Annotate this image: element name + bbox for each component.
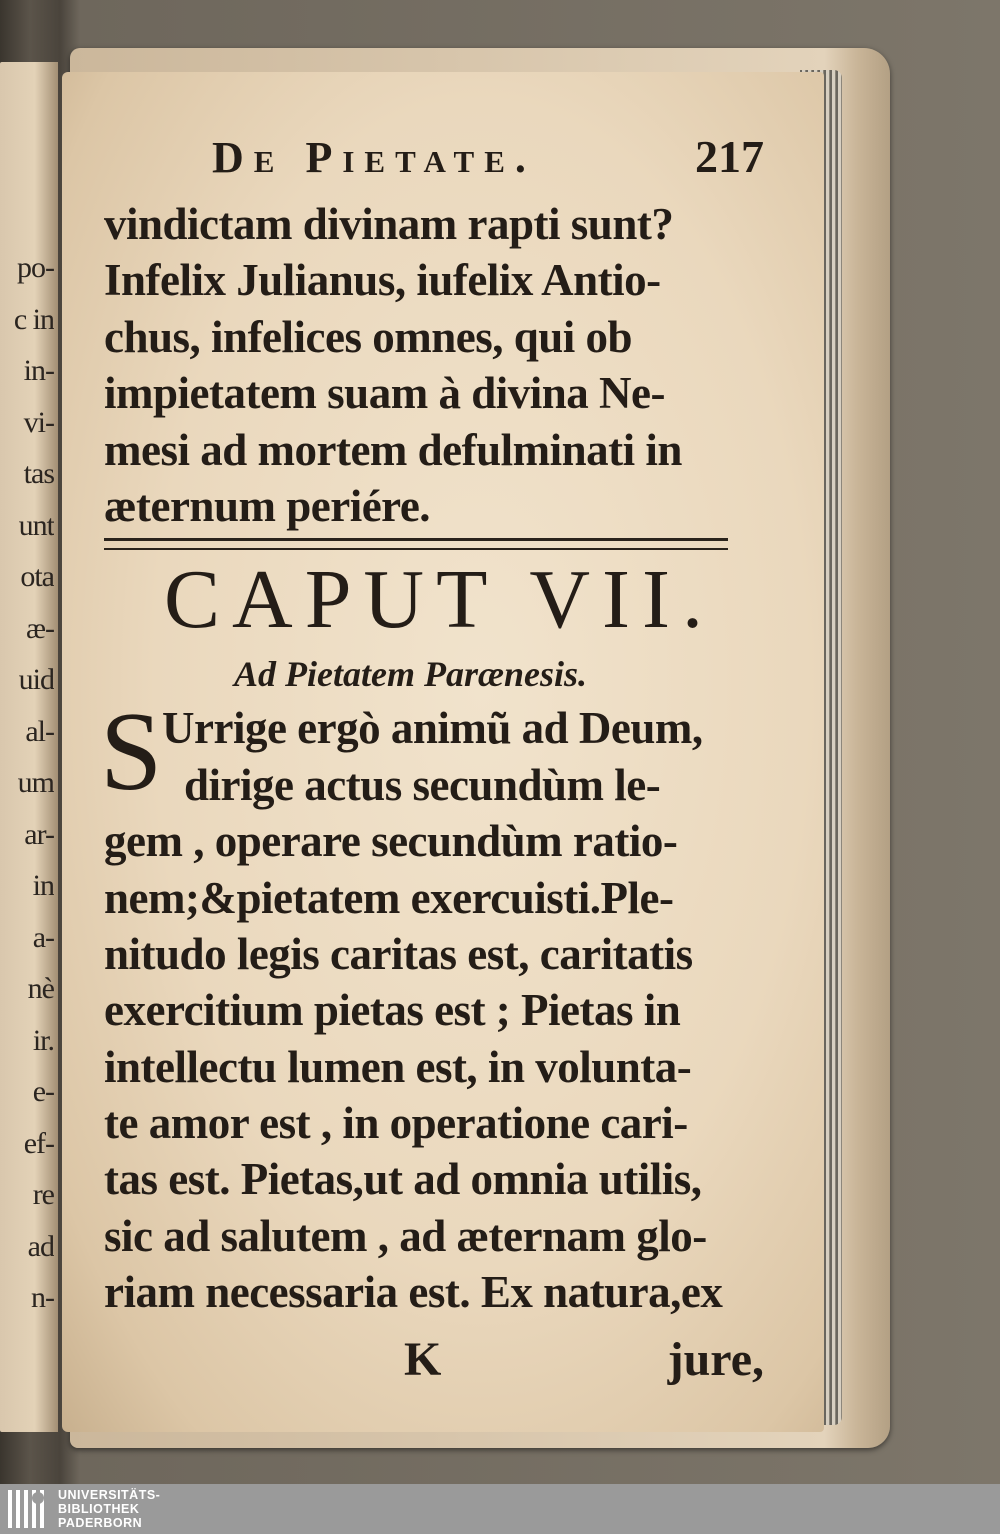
left-margin-fragment: ad xyxy=(27,1229,54,1263)
right-page xyxy=(62,72,824,1432)
chapter-paragraph xyxy=(100,690,804,1320)
left-margin-fragment: æ- xyxy=(26,611,54,645)
drop-cap: S xyxy=(100,690,163,815)
left-margin-fragment: in xyxy=(32,869,54,902)
left-margin-fragment: unt xyxy=(18,508,54,542)
left-margin-fragment: a- xyxy=(32,920,54,954)
page-text-block xyxy=(100,130,804,1393)
library-logo-icon xyxy=(8,1490,48,1528)
logo-line: PADERBORN xyxy=(58,1516,143,1530)
left-margin-fragment: c in xyxy=(13,302,54,336)
text-line: nitudo legis caritas est, caritatis xyxy=(104,928,693,979)
left-margin-fragment: po- xyxy=(17,251,54,284)
footer-bar xyxy=(0,1484,1000,1534)
catchword: jure, xyxy=(667,1332,764,1386)
text-line: vindictam divinam rapti sunt? xyxy=(104,199,674,249)
left-page-fragment xyxy=(0,62,58,1432)
left-margin-fragment: tas xyxy=(23,457,54,490)
running-head xyxy=(104,130,804,196)
left-margin-text xyxy=(2,242,54,1324)
left-margin-fragment: ota xyxy=(20,560,54,593)
left-margin-fragment: e- xyxy=(32,1075,54,1108)
text-line: gem , operare secundùm ratio- xyxy=(104,816,678,867)
left-margin-fragment: vi- xyxy=(23,405,54,439)
left-margin-fragment: al- xyxy=(25,714,54,748)
text-line: tas est. Pietas,ut ad omnia utilis, xyxy=(104,1154,702,1205)
left-margin-fragment: ir. xyxy=(32,1023,54,1057)
catchline xyxy=(104,1327,804,1393)
logo-line: UNIVERSITÄTS- xyxy=(58,1488,161,1502)
text-line: te amor est , in operatione cari- xyxy=(104,1098,688,1149)
left-margin-fragment: ef- xyxy=(23,1126,54,1160)
left-margin-fragment: um xyxy=(17,766,54,799)
text-line: Urrige ergò animũ ad Deum, xyxy=(162,703,703,754)
page-number: 217 xyxy=(695,131,764,182)
left-margin-fragment: uid xyxy=(18,663,54,696)
chapter-subtitle: Ad Pietatem Parænesis. xyxy=(234,654,587,695)
text-line: dirige actus secundùm le- xyxy=(184,759,661,810)
text-line: chus, infelices omnes, qui ob xyxy=(104,311,633,362)
left-margin-fragment: re xyxy=(32,1178,54,1211)
text-line: intellectu lumen est, in volunta- xyxy=(104,1041,692,1092)
text-line: impietatem suam à divina Ne- xyxy=(104,368,665,419)
chapter-heading: CAPUT VII. xyxy=(164,553,715,647)
text-line: mesi ad mortem defulminati in xyxy=(104,424,682,475)
signature-mark: K xyxy=(404,1332,442,1386)
left-margin-fragment: in- xyxy=(23,354,54,387)
left-margin-fragment: n- xyxy=(31,1281,54,1314)
text-line: Infelix Julianus, iufelix Antio- xyxy=(104,255,661,306)
section-rule xyxy=(104,538,728,550)
left-margin-fragment: ar- xyxy=(24,817,54,851)
running-head-title: De Pietate. xyxy=(212,133,536,182)
text-line: riam necessaria est. Ex natura,ex xyxy=(104,1267,723,1318)
library-logo-text xyxy=(58,1488,160,1530)
left-margin-fragment: nè xyxy=(27,972,54,1005)
text-line: æternum periére. xyxy=(104,480,431,531)
text-line: exercitium pietas est ; Pietas in xyxy=(104,985,681,1036)
logo-line: BIBLIOTHEK xyxy=(58,1502,140,1516)
text-line: nem;&pietatem exercuisti.Ple- xyxy=(104,872,674,923)
text-line: sic ad salutem , ad æternam glo- xyxy=(104,1210,707,1261)
opening-text xyxy=(104,196,804,534)
